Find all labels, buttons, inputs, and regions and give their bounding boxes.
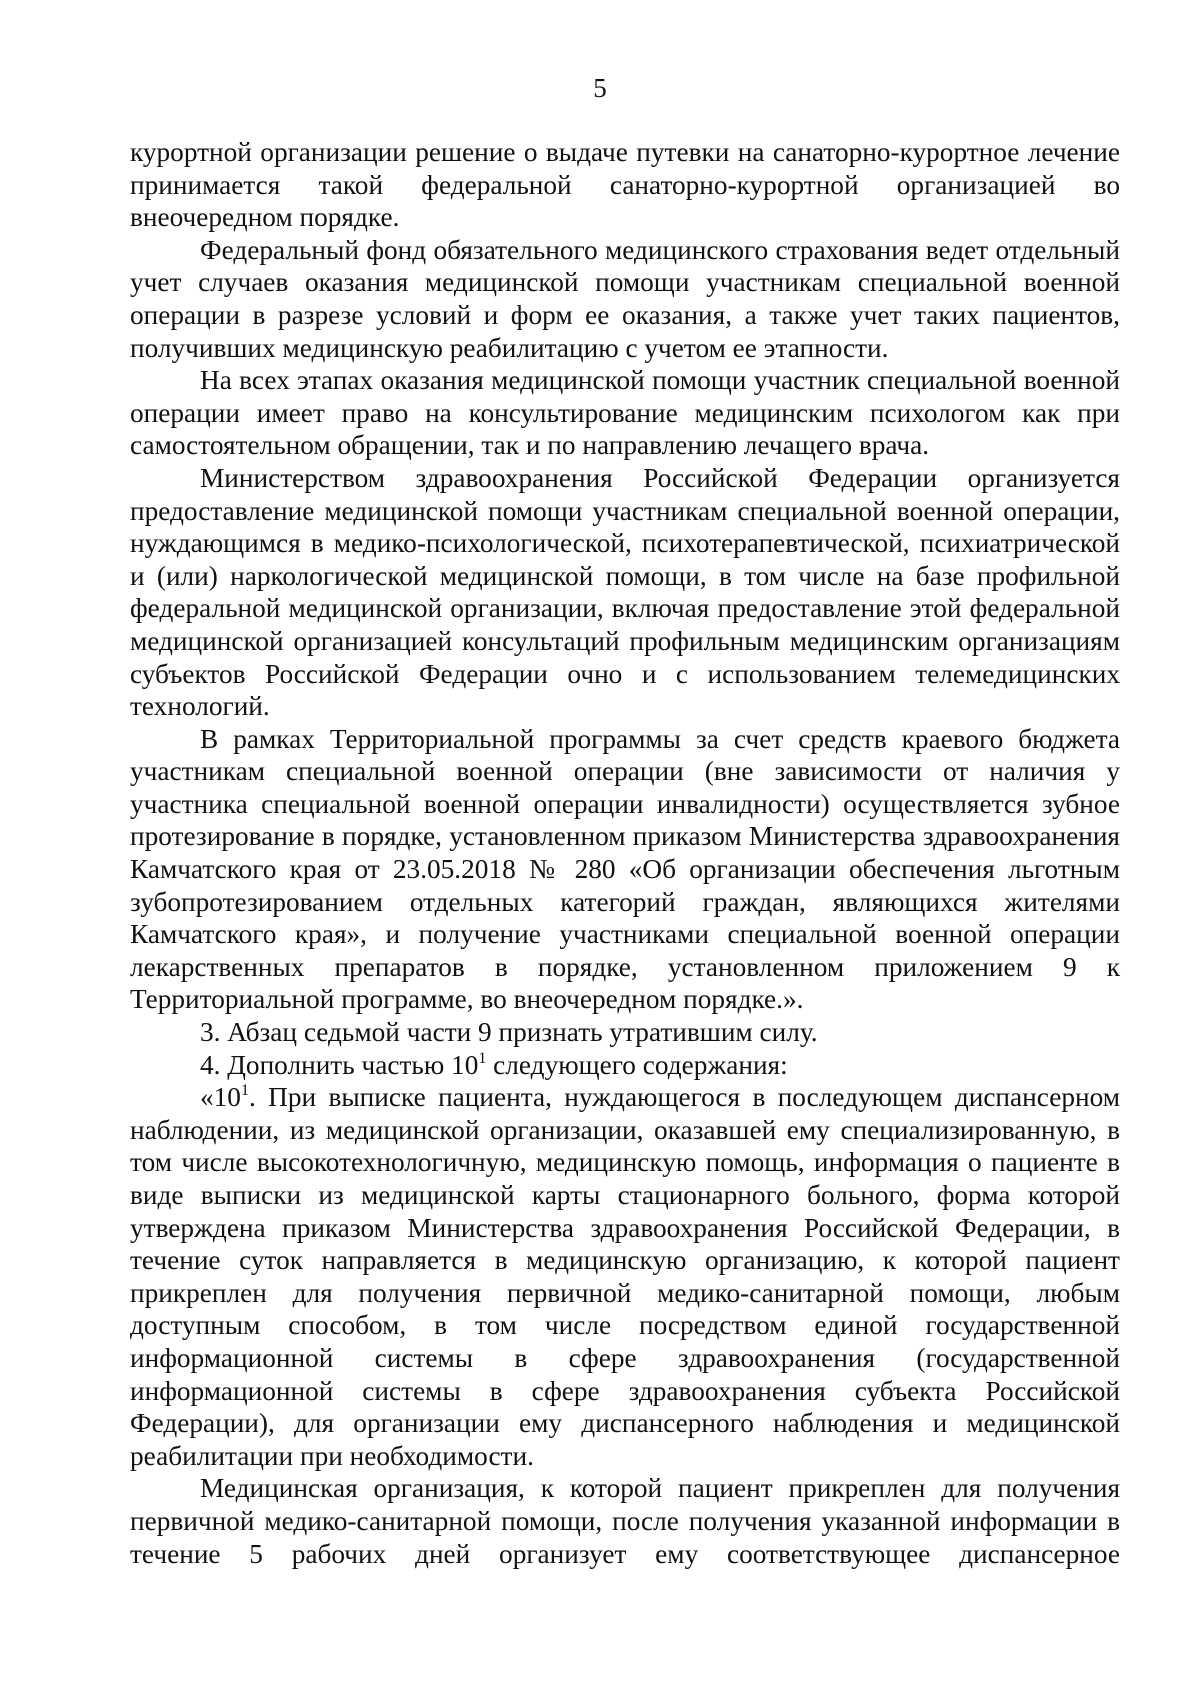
paragraph-prefix: «10	[200, 1082, 241, 1113]
paragraph-dental-prosthetics	[130, 723, 1120, 1016]
document-body	[130, 136, 1120, 1570]
paragraph-text: Министерством здравоохранения Российской Федерации организуется предоставление медицинской помощи участникам специальной военной операции, нуждающимся в медико-психологической, психотерапевтической, психиатрической и (или) наркологической медицинской помощи, в том числе на базе профильной федеральной медицинской организации, включая предоставление этой федеральной медицинской организацией консультаций профильным медицинским организациям субъектов Российской Федерации очно и с использованием телемедицинских технологий.	[130, 462, 1120, 722]
paragraph-psychologist-consultation	[130, 364, 1120, 462]
paragraph-item-4	[130, 1049, 1120, 1082]
paragraph-prefix: 4. Дополнить частью 10	[200, 1049, 479, 1080]
paragraph-ministry-help	[130, 462, 1120, 723]
paragraph-medical-organization	[130, 1472, 1120, 1570]
page-number: 5	[593, 73, 607, 103]
paragraph-text: следующего содержания:	[486, 1049, 788, 1080]
paragraph-text: Федеральный фонд обязательного медицинского страхования ведет отдельный учет случаев оказания медицинской помощи участникам специальной военной операции в разрезе условий и форм ее оказания, а также учет таких пациентов, получивших медицинскую реабилитацию с учетом ее этапности.	[130, 234, 1120, 363]
superscript: 1	[478, 1049, 487, 1067]
paragraph-part-10-1	[130, 1081, 1120, 1472]
superscript: 1	[240, 1082, 249, 1100]
paragraph-text: курортной организации решение о выдаче путевки на санаторно-курортное лечение принимается такой федеральной санаторно-курортной организацией во внеочередном порядке.	[130, 137, 1120, 233]
paragraph-text: Медицинская организация, к которой пациент прикреплен для получения первичной медико-санитарной помощи, после получения указанной информации в течение 5 рабочих дней организует ему соответствующее диспансерное	[130, 1473, 1120, 1569]
paragraph-continuation	[130, 136, 1120, 234]
paragraph-text: . При выписке пациента, нуждающегося в последующем диспансерном наблюдении, из медицинской организации, оказавшей ему специализированную, в том числе высокотехнологичную, медицинскую помощь, информация о пациенте в виде выписки из медицинской карты стационарного больного, форма которой утверждена приказом Министерства здравоохранения Российской Федерации, в течение суток направляется в медицинскую организацию, к которой пациент прикреплен для получения первичной медико-санитарной помощи, любым доступным способом, в том числе посредством единой государственной информационной системы в сфере здравоохранения (государственной информационной системы в сфере здравоохранения субъекта Российской Федерации), для организации ему диспансерного наблюдения и медицинской реабилитации при необходимости.	[130, 1082, 1120, 1471]
paragraph-text: На всех этапах оказания медицинской помощи участник специальной военной операции имеет право на консультирование медицинским психологом как при самостоятельном обращении, так и по направлению лечащего врача.	[130, 365, 1120, 461]
paragraph-ffoms-accounting	[130, 234, 1120, 364]
paragraph-text: В рамках Территориальной программы за счет средств краевого бюджета участникам специальной военной операции (вне зависимости от наличия у участника специальной военной операции инвалидности) осуществляется зубное протезирование в порядке, установленном приказом Министерства здравоохранения Камчатского края от 23.05.2018 № 280 «Об организации обеспечения льготным зубопротезированием отдельных категорий граждан, являющихся жителями Камчатского края», и получение участниками специальной военной операции лекарственных препаратов в порядке, установленном приложением 9 к Территориальной программе, во внеочередном порядке.».	[130, 723, 1120, 1015]
paragraph-item-3	[130, 1016, 1120, 1049]
paragraph-text: 3. Абзац седьмой части 9 признать утратившим силу.	[200, 1017, 818, 1048]
